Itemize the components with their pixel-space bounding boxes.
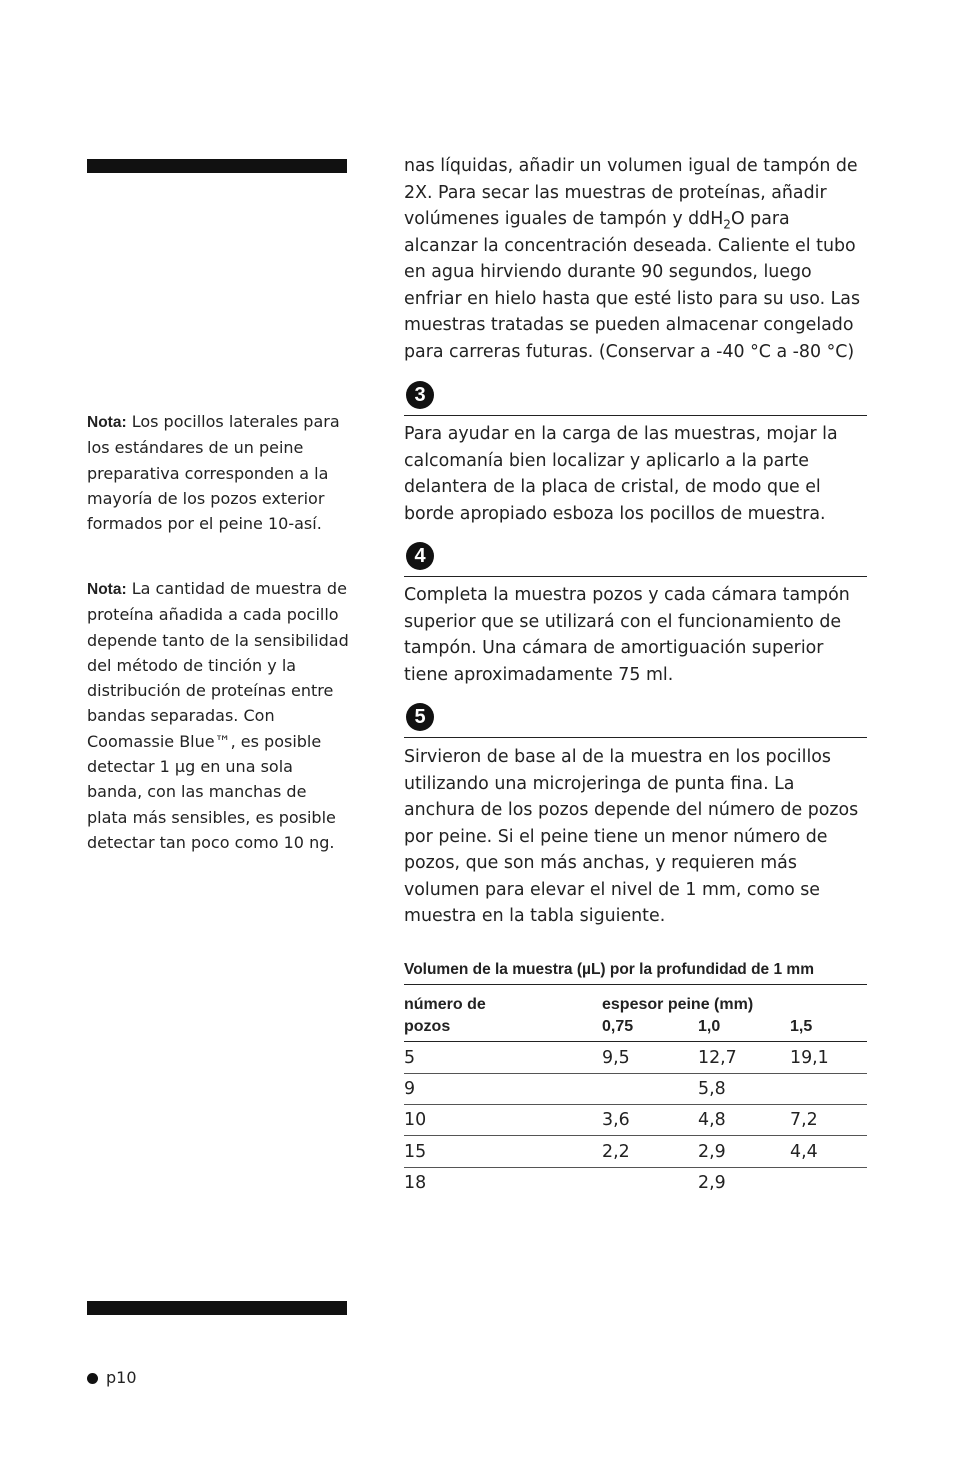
cell-075: 9,5 (602, 1048, 630, 1068)
cell-075: 3,6 (602, 1110, 630, 1130)
cell-075: 2,2 (602, 1142, 630, 1162)
step-number-badge: 3 (406, 381, 434, 409)
step-4-header (404, 541, 867, 577)
cell-15: 19,1 (790, 1048, 829, 1068)
table-row (404, 1167, 867, 1198)
table-title: Volumen de la muestra (µL) por la profundidad de 1 mm (404, 958, 867, 985)
step-4-text: Completa la muestra pozos y cada cámara tampón superior que se utilizará con el funcionamiento de tampón. Una cámara de amortiguación superior tiene aproximadamente 75 ml. (404, 585, 850, 685)
bullet-icon (87, 1373, 98, 1384)
table-row (404, 1104, 867, 1136)
header-thickness-15: 1,5 (790, 1018, 813, 1035)
sidebar-note-1 (87, 409, 349, 536)
cell-wells: 10 (404, 1110, 427, 1130)
header-wells-line2: pozos (404, 1018, 451, 1035)
sidebar-note-2 (87, 576, 349, 855)
step-3-text: Para ayudar en la carga de las muestras, mojar la calcomanía bien localizar y aplicarlo a la parte delantera de la placa de cristal, de modo que el borde apropiado esboza los pocillos de muestra. (404, 424, 838, 524)
step-number-badge: 5 (406, 703, 434, 731)
page-number: p10 (106, 1368, 137, 1387)
header-thickness-075: 0,75 (602, 1018, 634, 1035)
header-wells-line1: número de (404, 996, 486, 1013)
cell-wells: 5 (404, 1048, 416, 1068)
table-row (404, 1042, 867, 1074)
cell-10: 4,8 (698, 1110, 726, 1130)
page-footer (87, 1367, 137, 1389)
step-5-header (404, 702, 867, 738)
cell-10: 5,8 (698, 1079, 726, 1099)
bottom-rule-bar (87, 1301, 347, 1315)
note-text: La cantidad de muestra de proteína añadida a cada pocillo depende tanto de la sensibilidad del método de tinción y la distribución de proteínas entre bandas separadas. Con Coomassie Blue™, es posible detectar 1 µg en una sola banda, con las manchas de plata más sensibles, es posible detectar tan poco como 10 ng. (87, 579, 349, 852)
note-label: Nota: (87, 414, 127, 431)
step-5-text: Sirvieron de base al de la muestra en los pocillos utilizando una microjeringa de punta fina. La anchura de los pozos depende del número de pozos por peine. Si el peine tiene un menor número de pozos, que son más anchas, y requieren más volumen para elevar el nivel de 1 mm, como se muestra en la tabla siguiente. (404, 747, 859, 926)
top-rule-bar (87, 159, 347, 173)
table-header (404, 994, 867, 1042)
table-row (404, 1136, 867, 1168)
header-thickness-10: 1,0 (698, 1018, 721, 1035)
cell-wells: 15 (404, 1142, 427, 1162)
cell-10: 2,9 (698, 1142, 726, 1162)
note-text: Los pocillos laterales para los estándares de un peine preparativa corresponden a la mayoría de los pozos exterior formados por el peine 10-así. (87, 412, 340, 534)
cell-15: 4,4 (790, 1142, 818, 1162)
table-row (404, 1073, 867, 1105)
cell-10: 12,7 (698, 1048, 737, 1068)
cell-wells: 18 (404, 1173, 427, 1193)
header-comb-thickness: espesor peine (mm) (602, 996, 754, 1013)
cell-10: 2,9 (698, 1173, 726, 1193)
cell-wells: 9 (404, 1079, 416, 1099)
intro-paragraph: nas líquidas, añadir un volumen igual de tampón de 2X. Para secar las muestras de proteínas, añadir volúmenes iguales de tampón y ddH$_2$O para alcanzar la concentración deseada. Caliente el tubo en agua hirviendo durante 90 segundos, luego enfriar en hielo hasta que esté listo para su uso. Las muestras tratadas se pueden almacenar congelado para carreras futuras. (Conservar a -40 °C a -80 °C) (404, 156, 861, 362)
step-3-header (404, 380, 867, 416)
cell-15: 7,2 (790, 1110, 818, 1130)
step-number-badge: 4 (406, 542, 434, 570)
note-label: Nota: (87, 581, 127, 598)
